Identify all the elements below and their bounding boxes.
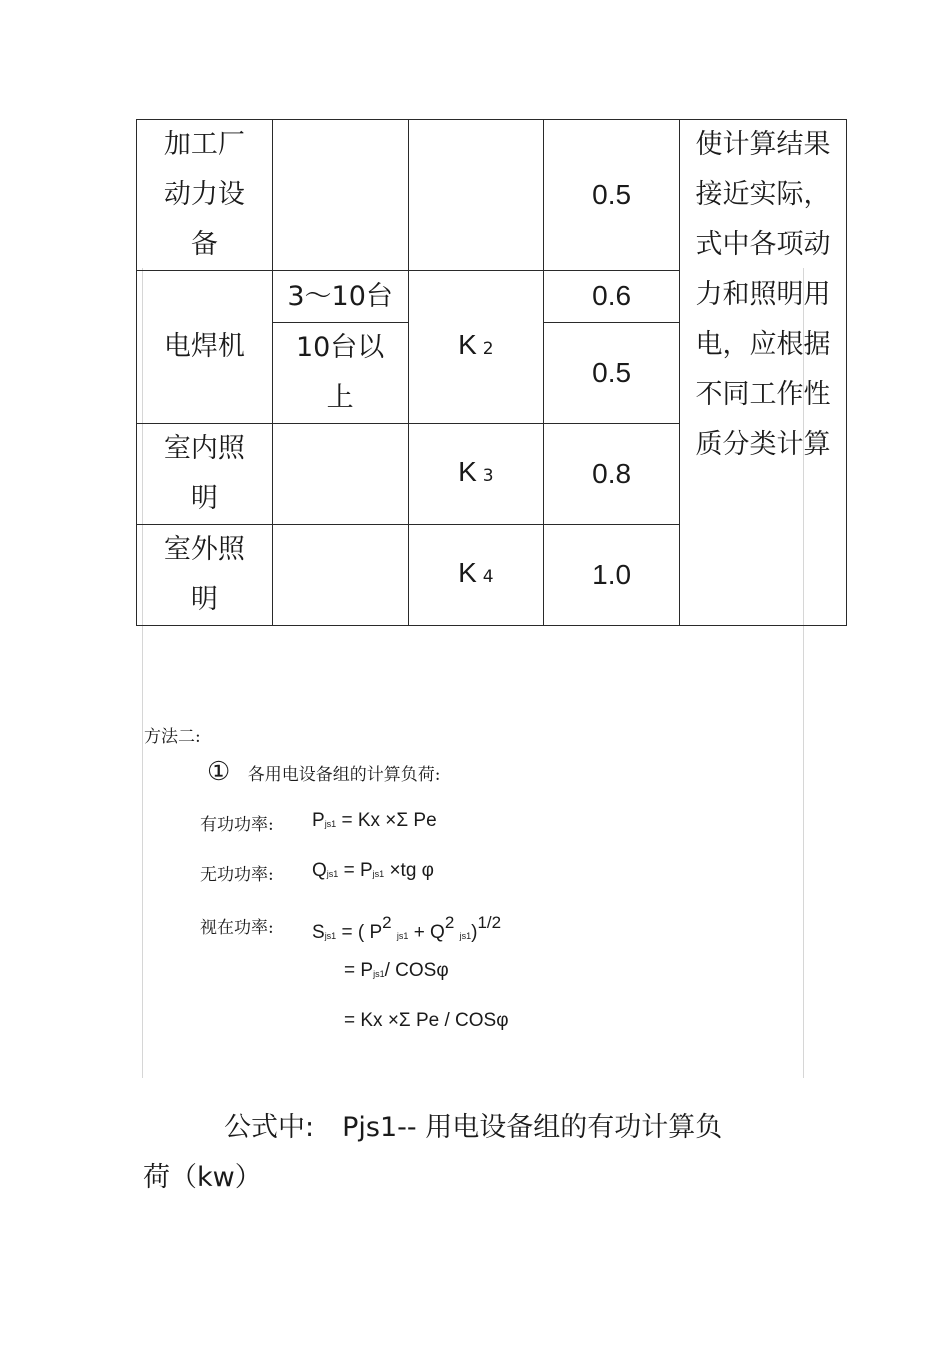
reactive-power-formula: Qjs1 = Pjs1 ×tg φ	[312, 860, 434, 881]
table-cell-value: 0.5	[544, 120, 680, 271]
table-cell-symbol: K 3	[408, 424, 544, 525]
apparent-power-formula-line3: = Kx ×Σ Pe / COSφ	[344, 1010, 509, 1031]
definition-line-1: 公式中: Pjs1-- 用电设备组的有功计算负	[224, 1112, 723, 1143]
table-cell-value: 0.6	[544, 271, 680, 323]
load-factor-table	[136, 119, 847, 626]
step-title-text: 各用电设备组的计算负荷:	[247, 765, 441, 785]
table-cell-count: 10台以上	[272, 323, 408, 424]
table-cell-value: 1.0	[544, 525, 680, 626]
active-power-label: 有功功率:	[200, 815, 274, 835]
table-cell-count	[272, 424, 408, 525]
table-row	[137, 120, 847, 271]
table-cell-count	[272, 525, 408, 626]
table-cell-symbol: K 2	[408, 271, 544, 424]
table-cell-value: 0.5	[544, 323, 680, 424]
table-cell-name: 室外照明	[137, 525, 273, 626]
method-heading: 方法二:	[144, 727, 201, 747]
apparent-power-formula: Sjs1 = ( P2 js1 + Q2 js1)1/2	[312, 913, 502, 943]
table-cell-name: 加工厂动力设备	[137, 120, 273, 271]
step-title	[207, 757, 440, 787]
definition-line-2: 荷（kw）	[143, 1162, 262, 1193]
step-marker: ①	[207, 757, 231, 787]
table-cell-count	[272, 120, 408, 271]
table-cell-name: 室内照明	[137, 424, 273, 525]
table-cell-symbol	[408, 120, 544, 271]
table-cell-count: 3～10台	[272, 271, 408, 323]
table-cell-note: 使计算结果接近实际，式中各项动力和照明用电，应根据不同工作性质分类计算	[680, 120, 847, 626]
table-cell-name: 电焊机	[137, 271, 273, 424]
active-power-formula: Pjs1 = Kx ×Σ Pe	[312, 810, 437, 831]
table-cell-value: 0.8	[544, 424, 680, 525]
table-cell-symbol: K 4	[408, 525, 544, 626]
apparent-power-formula-line2: = Pjs1/ COSφ	[344, 960, 449, 981]
reactive-power-label: 无功功率:	[200, 865, 274, 885]
apparent-power-label: 视在功率:	[200, 918, 274, 938]
